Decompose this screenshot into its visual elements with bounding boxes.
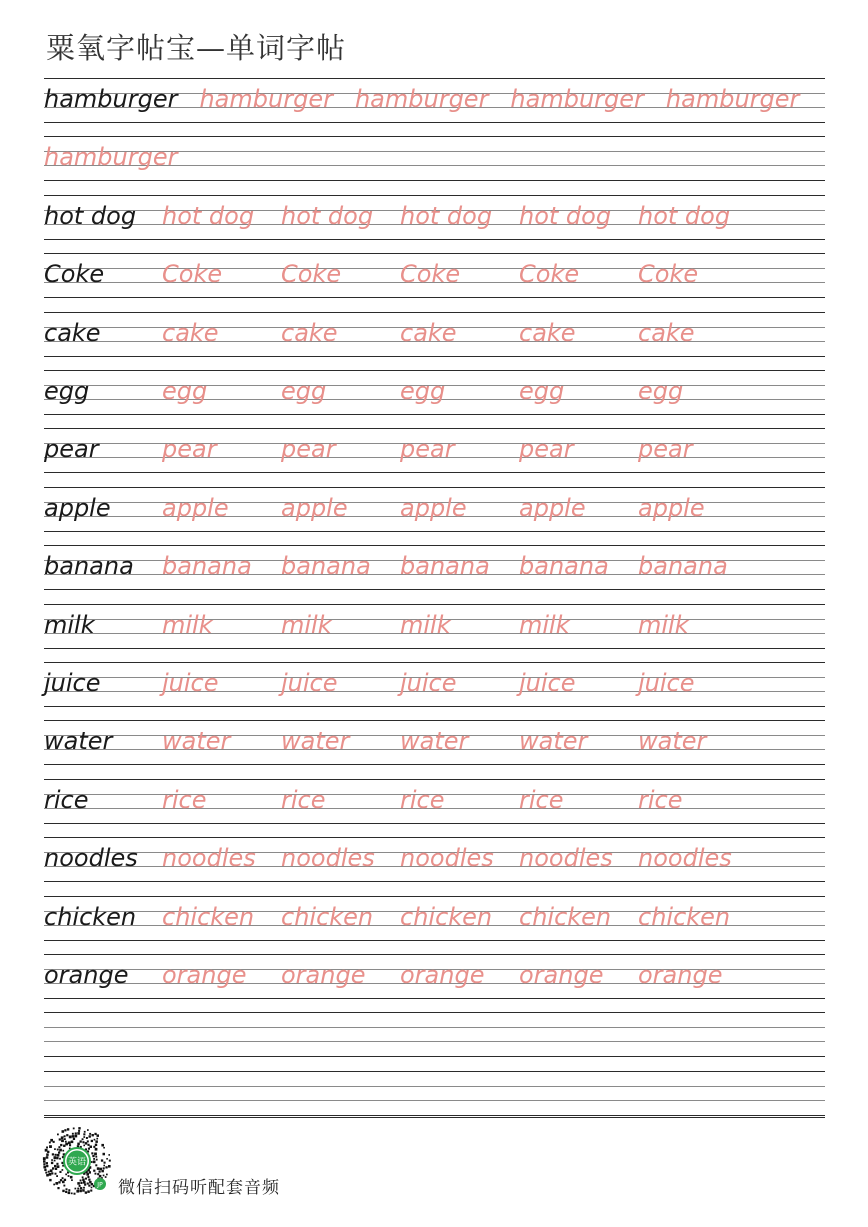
ruling-line bbox=[44, 706, 825, 707]
footer bbox=[40, 1124, 460, 1204]
trace-word: rice bbox=[400, 785, 445, 814]
trace-word: hamburger bbox=[354, 85, 489, 113]
trace-word: pear bbox=[400, 435, 455, 464]
ruling-line bbox=[44, 589, 825, 590]
trace-word: juice bbox=[638, 669, 695, 697]
trace-word: milk bbox=[519, 610, 570, 639]
ruling-line bbox=[44, 472, 825, 473]
trace-word: hamburger bbox=[44, 143, 178, 172]
ruling-line bbox=[44, 954, 825, 955]
model-word: water bbox=[44, 727, 113, 756]
model-word: juice bbox=[44, 669, 101, 697]
trace-word: Coke bbox=[638, 260, 699, 289]
trace-word: milk bbox=[400, 610, 451, 639]
trace-word: apple bbox=[519, 493, 586, 522]
ruling-line bbox=[44, 136, 825, 137]
ruling-line bbox=[44, 487, 825, 488]
ruling-line bbox=[44, 356, 825, 357]
model-word: egg bbox=[44, 377, 90, 405]
ruling-line bbox=[44, 312, 825, 313]
ruling-line bbox=[44, 604, 825, 605]
trace-word: cake bbox=[162, 318, 219, 347]
trace-word: apple bbox=[281, 493, 348, 522]
model-word: orange bbox=[44, 961, 129, 989]
trace-word: rice bbox=[519, 785, 564, 814]
trace-word: egg bbox=[519, 377, 565, 405]
trace-word: water bbox=[162, 727, 231, 756]
ruling-line bbox=[44, 764, 825, 765]
trace-word: hamburger bbox=[199, 85, 333, 113]
ruling-line bbox=[44, 1100, 825, 1101]
ruling-line bbox=[44, 1117, 825, 1118]
model-word: banana bbox=[44, 552, 134, 581]
trace-word: banana bbox=[162, 552, 252, 581]
trace-word: banana bbox=[281, 552, 371, 581]
ruling-line bbox=[44, 297, 825, 298]
trace-word: egg bbox=[162, 377, 208, 405]
trace-word: cake bbox=[400, 318, 457, 347]
ruling-line bbox=[44, 1027, 825, 1028]
trace-word: noodles bbox=[281, 844, 375, 873]
ruling-line bbox=[44, 662, 825, 663]
trace-word: milk bbox=[638, 610, 689, 639]
qr-small-badge-text: JP bbox=[97, 1181, 103, 1189]
trace-word: apple bbox=[638, 493, 705, 522]
trace-word: rice bbox=[638, 785, 683, 814]
ruling-line bbox=[44, 779, 825, 780]
trace-word: water bbox=[519, 727, 588, 756]
ruling-line bbox=[44, 545, 825, 546]
model-word: chicken bbox=[44, 902, 137, 931]
ruling-line bbox=[44, 1071, 825, 1072]
trace-word: hot dog bbox=[162, 201, 255, 230]
trace-word: Coke bbox=[519, 260, 580, 289]
ruling-line bbox=[44, 195, 825, 196]
trace-word: milk bbox=[281, 610, 332, 639]
trace-word: water bbox=[281, 727, 350, 756]
trace-word: cake bbox=[638, 318, 695, 347]
model-word: cake bbox=[44, 318, 101, 347]
ruling-line bbox=[44, 253, 825, 254]
trace-word: hot dog bbox=[638, 201, 731, 230]
ruling-line bbox=[44, 180, 825, 181]
ruling-line bbox=[44, 823, 825, 824]
trace-word: hot dog bbox=[400, 201, 493, 230]
ruling-line bbox=[44, 239, 825, 240]
ruling-line bbox=[44, 414, 825, 415]
ruling-line bbox=[44, 940, 825, 941]
trace-word: noodles bbox=[638, 844, 732, 873]
ruling-line bbox=[44, 370, 825, 371]
ruling-line bbox=[44, 531, 825, 532]
qr-badge-text: 英语 bbox=[67, 1157, 87, 1168]
trace-word: orange bbox=[638, 961, 723, 989]
trace-word: Coke bbox=[281, 260, 342, 289]
ruling-line bbox=[44, 1056, 825, 1057]
model-word: hamburger bbox=[44, 85, 178, 113]
trace-word: rice bbox=[281, 785, 326, 814]
ruling-line bbox=[44, 837, 825, 838]
model-word: hot dog bbox=[44, 201, 137, 230]
trace-word: egg bbox=[281, 377, 327, 405]
trace-word: banana bbox=[519, 552, 609, 581]
footer-caption: 微信扫码听配套音频 bbox=[118, 1178, 280, 1198]
trace-word: juice bbox=[281, 669, 338, 697]
trace-word: orange bbox=[281, 961, 366, 989]
trace-word: apple bbox=[162, 493, 229, 522]
ruling-line bbox=[44, 998, 825, 999]
trace-word: orange bbox=[519, 961, 604, 989]
trace-word: rice bbox=[162, 785, 207, 814]
trace-word: chicken bbox=[162, 902, 255, 931]
model-word: noodles bbox=[44, 844, 138, 873]
trace-word: pear bbox=[519, 435, 574, 464]
trace-word: pear bbox=[281, 435, 336, 464]
trace-word: water bbox=[638, 727, 707, 756]
ruling-line bbox=[44, 1086, 825, 1087]
ruling-line bbox=[44, 428, 825, 429]
trace-word: egg bbox=[400, 377, 446, 405]
model-word: milk bbox=[44, 610, 95, 639]
trace-word: noodles bbox=[162, 844, 256, 873]
trace-word: cake bbox=[519, 318, 576, 347]
trace-word: hamburger bbox=[665, 85, 800, 113]
trace-word: pear bbox=[162, 435, 217, 464]
trace-word: banana bbox=[400, 552, 490, 581]
trace-word: chicken bbox=[400, 902, 493, 931]
ruling-line bbox=[44, 896, 825, 897]
trace-word: juice bbox=[162, 669, 219, 697]
ruling-line bbox=[44, 78, 825, 79]
ruling-line bbox=[44, 122, 825, 123]
ruling-line bbox=[44, 881, 825, 882]
ruling-line bbox=[44, 1041, 825, 1042]
writing-sheet bbox=[44, 78, 825, 1118]
trace-word: juice bbox=[519, 669, 576, 697]
trace-word: hot dog bbox=[519, 201, 612, 230]
trace-word: egg bbox=[638, 377, 684, 405]
trace-word: juice bbox=[400, 669, 457, 697]
trace-word: orange bbox=[400, 961, 485, 989]
ruling-line bbox=[44, 1115, 825, 1116]
ruling-line bbox=[44, 648, 825, 649]
model-word: Coke bbox=[44, 260, 105, 289]
trace-word: Coke bbox=[162, 260, 223, 289]
ruling-line bbox=[44, 1012, 825, 1013]
trace-word: cake bbox=[281, 318, 338, 347]
ruling-line bbox=[44, 720, 825, 721]
trace-word: orange bbox=[162, 961, 247, 989]
model-word: apple bbox=[44, 493, 111, 522]
trace-word: noodles bbox=[400, 844, 494, 873]
model-word: pear bbox=[44, 435, 99, 464]
trace-word: Coke bbox=[400, 260, 461, 289]
trace-word: pear bbox=[638, 435, 693, 464]
trace-word: hamburger bbox=[510, 85, 644, 113]
trace-word: chicken bbox=[281, 902, 374, 931]
page-title: 粟氧字帖宝—单词字帖 bbox=[46, 31, 347, 65]
trace-word: noodles bbox=[519, 844, 613, 873]
trace-word: banana bbox=[638, 552, 728, 581]
trace-word: hot dog bbox=[281, 201, 374, 230]
trace-word: chicken bbox=[638, 902, 731, 931]
trace-word: apple bbox=[400, 493, 467, 522]
trace-word: water bbox=[400, 727, 469, 756]
qr-code-icon[interactable] bbox=[40, 1124, 114, 1198]
trace-word: chicken bbox=[519, 902, 612, 931]
model-word: rice bbox=[44, 785, 89, 814]
trace-word: milk bbox=[162, 610, 213, 639]
